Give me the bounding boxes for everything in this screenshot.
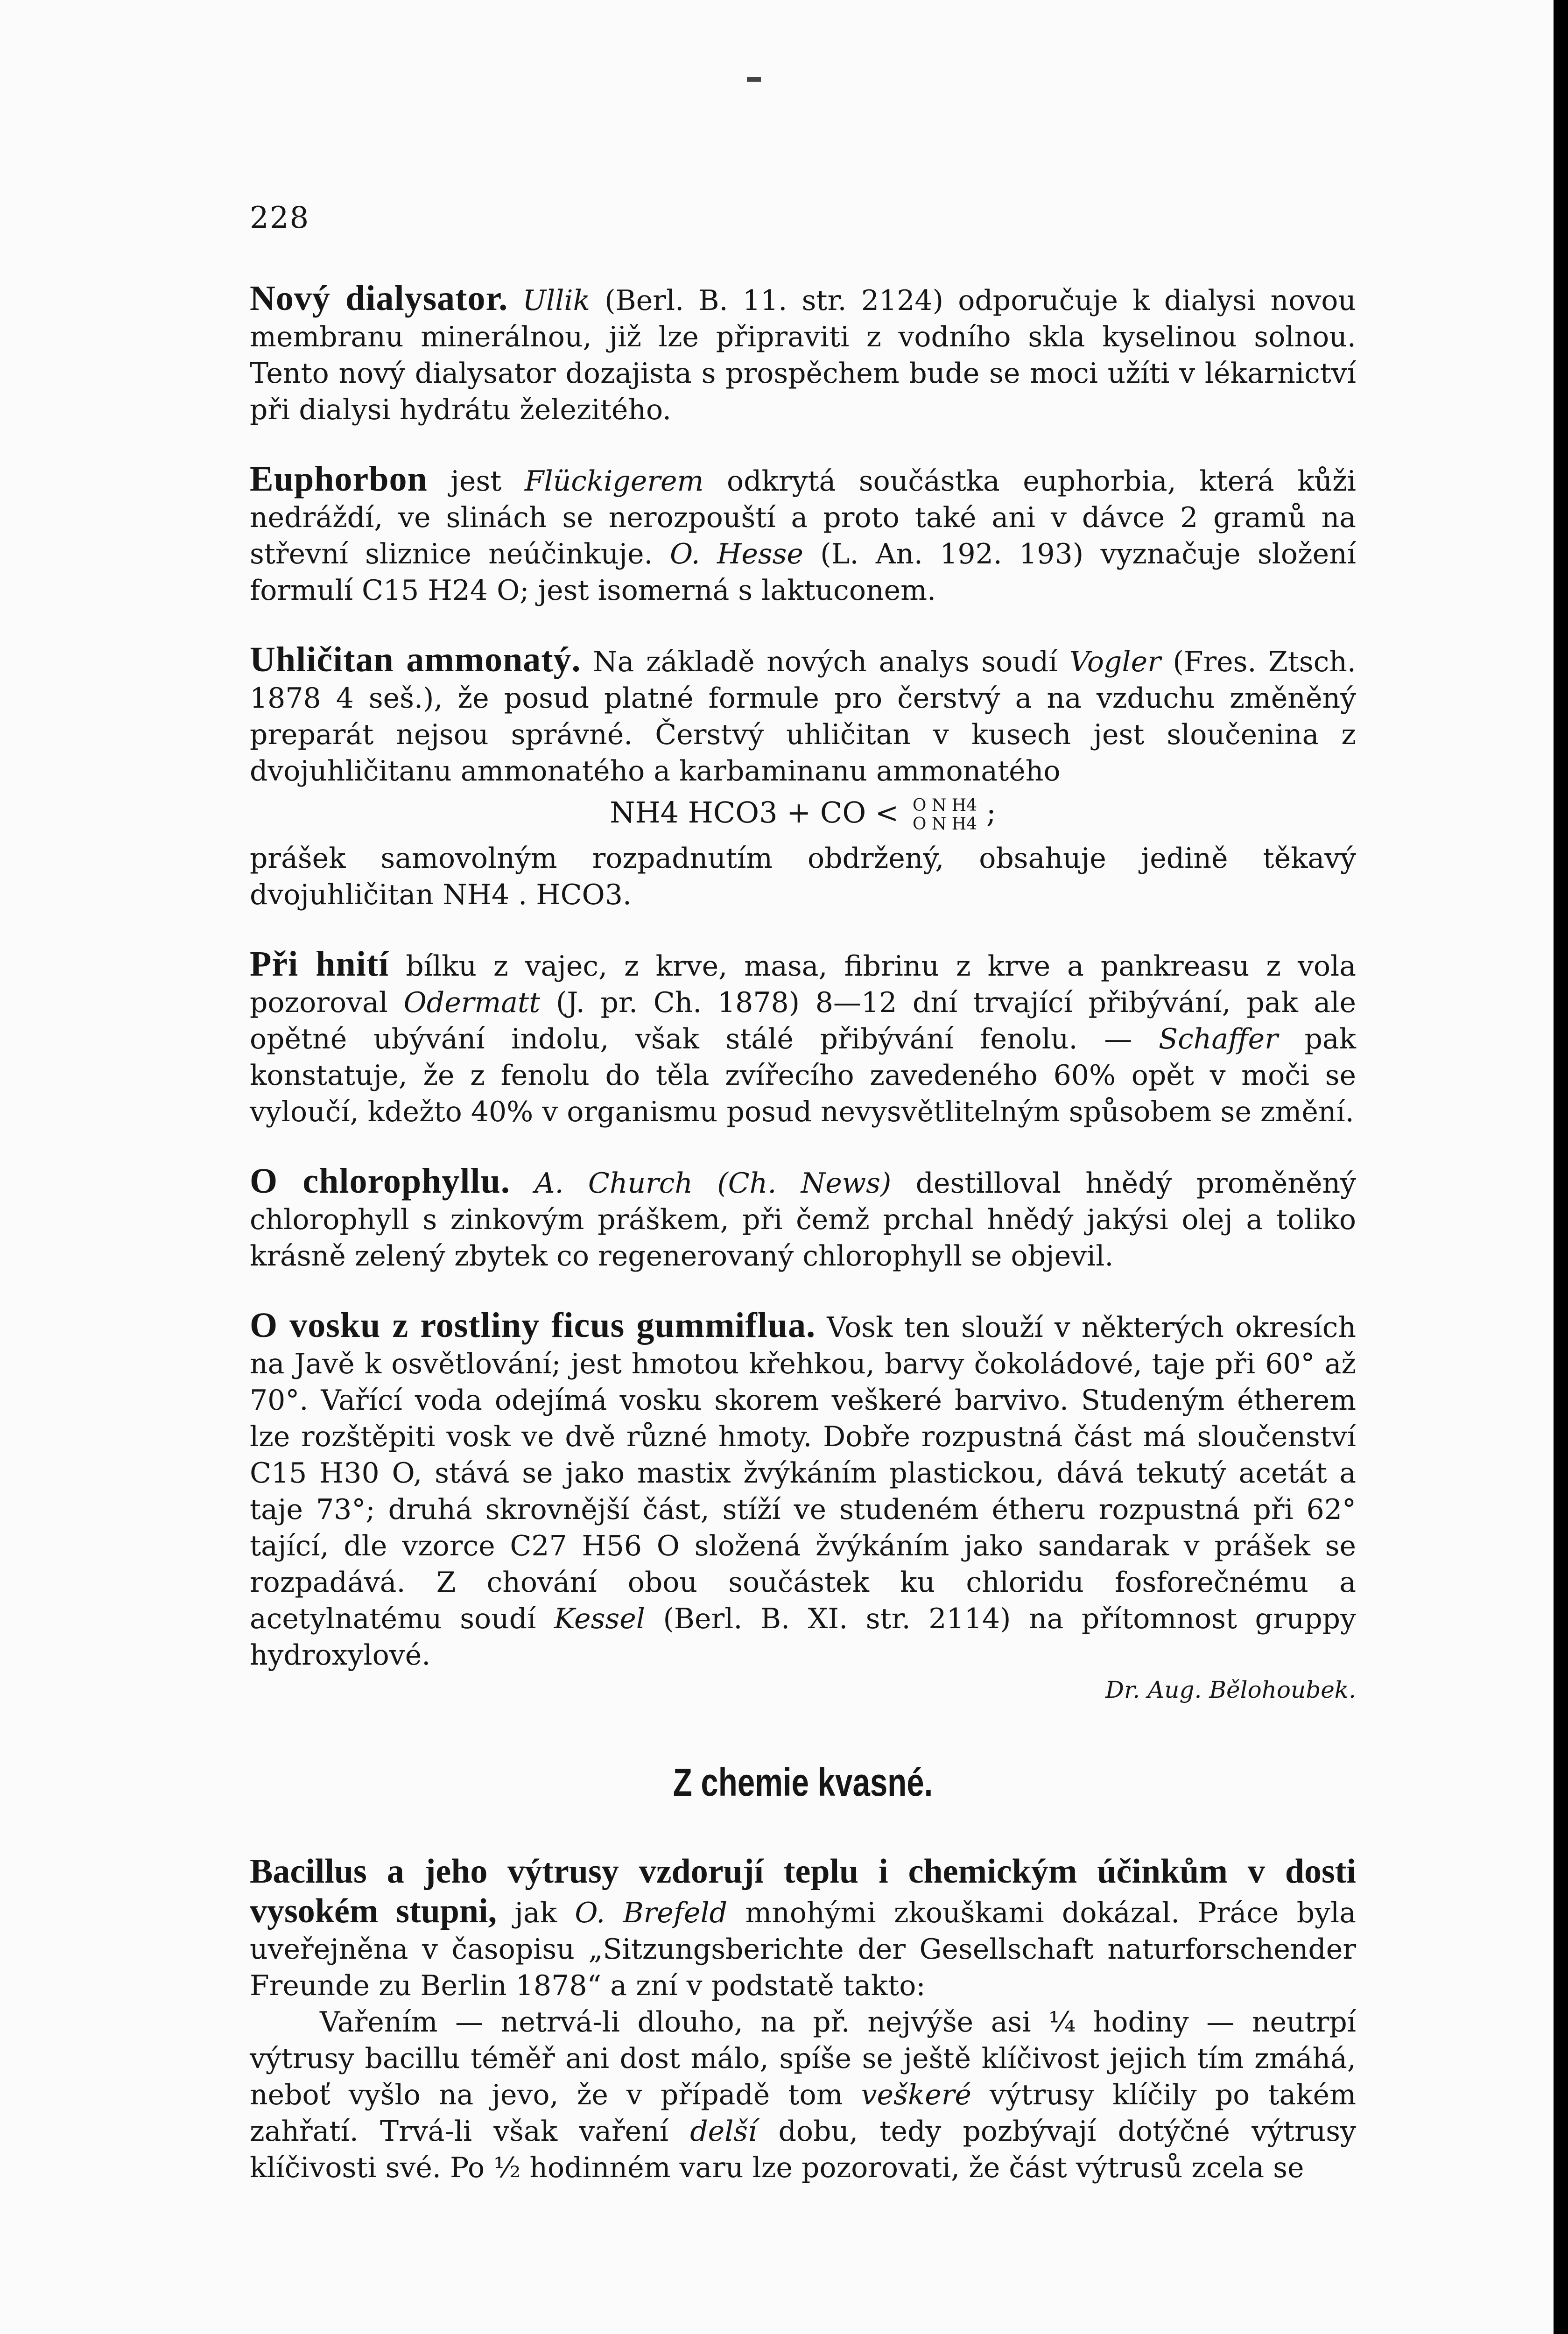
author-brefeld: O. Brefeld	[575, 1896, 728, 1929]
emphasis: delší	[690, 2115, 757, 2148]
chemical-formula: NH4 HCO3 + CO < O N H4 O N H4 ;	[610, 795, 996, 834]
text-fragment: pak konstatuje, že z fenolu do těla zvířecího zavedeného 60% opět v moči se vyloučí, kdežto 40% v organismu posud nevysvětlitelným spůsobem se změní.	[250, 1022, 1357, 1128]
formula-top: O N H4	[912, 795, 977, 815]
author-fluckiger: Flückigerem	[524, 465, 704, 498]
heading-vosk: O vosku z rostliny ficus gummiflua.	[250, 1305, 816, 1345]
text-fragment: Vařením — netrvá-li dlouho, na př. nejvýše asi ¼ hodiny — neutrpí výtrusy bacillu téměř ani dost málo, spíše se ještě klíčivost jejich tím zmáhá, neboť vyšlo na jevo, že v případě tom	[250, 2005, 1356, 2111]
author-ullik: Ullik	[522, 284, 590, 317]
paragraph-hniti	[250, 946, 1356, 1130]
text-dialysator: (Berl. B. 11. str. 2124) odporučuje k dialysi novou membranu minerálnou, již lze připraviti z vodního skla kyselinou solnou. Tento nový dialysator dozajista s prospěchem bude se moci užíti v lékarnictví při dialysi hydrátu železitého.	[250, 284, 1356, 426]
paragraph-vosk	[250, 1307, 1356, 1708]
signature: Dr. Aug. Bělohoubek.	[1105, 1676, 1356, 1703]
heading-euphorbon: Euphorbon	[250, 459, 428, 499]
author-kessel: Kessel	[554, 1602, 645, 1635]
text-fragment: odkrytá součástka euphorbia, která kůži nedráždí, ve slinách se nerozpouští a proto také ani v dávce 2 gramů na střevní sliznice neúčinkuje.	[250, 465, 1356, 570]
heading-bacillus: Bacillus a jeho výtrusy vzdorují teplu i chemickým účinkům v dosti vysokém stupni,	[250, 1852, 1356, 1930]
text-fragment: dobu, tedy pozbývají dotýčné výtrusy klíčivosti své. Po ½ hodinném varu lze pozorovati, že část výtrusů zcela se	[250, 2115, 1356, 2184]
author-schaffer: Schaffer	[1158, 1022, 1278, 1055]
heading-chlorophyll: O chlorophyllu.	[250, 1161, 510, 1201]
text-fragment: (J. pr. Ch. 1878) 8—12 dní trvající přibývání, pak ale opětné ubývání indolu, však stálé přibývání fenolu. —	[250, 986, 1356, 1055]
heading-dialysator: Nový dialysator.	[250, 279, 508, 318]
text-fragment: (L. An. 192. 193) vyznačuje složení formulí C15 H24 O; jest isomerná s laktuconem.	[250, 538, 1356, 607]
text-fragment: destilloval hnědý proměněný chlorophyll s zinkovým práškem, při čemž prchal hnědý jakýsi olej a toliko krásně zelený zbytek co regenerovaný chlorophyll se objevil.	[250, 1167, 1357, 1272]
text-fragment: prášek samovolným rozpadnutím obdržený, obsahuje jedině těkavý dvojuhličitan NH4 . HCO3.	[250, 842, 1356, 911]
author-hesse: O. Hesse	[669, 538, 803, 570]
text-fragment: Vosk ten slouží v některých okresích na Javě k osvětlování; jest hmotou křehkou, barvy čokoládové, taje při 60° až 70°. Vařící voda odejímá vosku skorem veškeré barvivo. Studeným étherem lze rozštěpiti vosk ve dvě různé hmoty. Dobře rozpustná část má sloučenství C15 H30 O, stává se jako mastix žvýkáním plastickou, dává tekutý acetát a taje 73°; druhá skrovnější část, stíží ve studeném étheru rozpustná při 62° tající, dle vzorce C27 H56 O složená žvýkáním jako sandarak v prášek se rozpadává. Z chování obou součástek ku chloridu fosforečnému a acetylnatému soudí	[250, 1311, 1356, 1635]
text-fragment: Na základě nových analys soudí	[593, 646, 1058, 678]
paragraph-euphorbon	[250, 461, 1356, 609]
text-fragment: (Fres. Ztsch. 1878 4 seš.), že posud platné formule pro čerstvý a na vzduchu změněný preparát nejsou správné. Čerstvý uhličitan v kusech jest sloučenina z dvojuhličitanu ammonatého a karbaminanu ammonatého	[250, 646, 1357, 787]
scan-edge-right	[1554, 0, 1568, 2334]
author-odermatt: Odermatt	[403, 986, 541, 1019]
page-number: 228	[250, 201, 310, 235]
formula-bottom: O N H4	[912, 814, 977, 834]
emphasis: veškeré	[861, 2078, 971, 2111]
text-fragment: mnohými zkouškami dokázal. Práce byla uveřejněna v časopisu „Sitzungsberichte der Gesellschaft naturforschender Freunde zu Berlin 1878“ a zní v podstatě takto:	[250, 1896, 1356, 2002]
heading-uhlicitan: Uhličitan ammonatý.	[250, 640, 581, 679]
heading-hniti: Při hnití	[250, 944, 389, 984]
text-fragment: výtrusy klíčily po takém zahřatí. Trvá-li však vaření	[250, 2078, 1357, 2148]
paragraph-chlorophyll	[250, 1163, 1356, 1274]
text-fragment: jak	[514, 1896, 557, 1929]
author-church: A. Church (Ch. News)	[534, 1167, 892, 1200]
text-fragment: (Berl. B. XI. str. 2114) na přítomnost gruppy hydroxylové.	[250, 1602, 1356, 1672]
author-vogler: Vogler	[1069, 646, 1161, 678]
text-fragment: bílku z vajec, z krve, masa, fibrinu z krve a pankreasu z vola pozoroval	[250, 949, 1356, 1019]
formula-end: ;	[986, 795, 996, 830]
paragraph-vareni	[250, 2004, 1356, 2186]
paragraph-bacillus	[250, 1852, 1356, 2004]
paragraph-uhlicitan	[250, 641, 1356, 789]
section-title: Z chemie kvasné.	[673, 1760, 933, 1804]
article-body	[250, 280, 1356, 2219]
scan-mark	[747, 77, 761, 82]
text-fragment: jest	[450, 465, 502, 498]
formula-left: NH4 HCO3 + CO	[610, 795, 866, 830]
paragraph-uhlicitan-cont	[250, 840, 1356, 913]
formula-branch	[913, 796, 977, 834]
paragraph-dialysator	[250, 280, 1356, 428]
